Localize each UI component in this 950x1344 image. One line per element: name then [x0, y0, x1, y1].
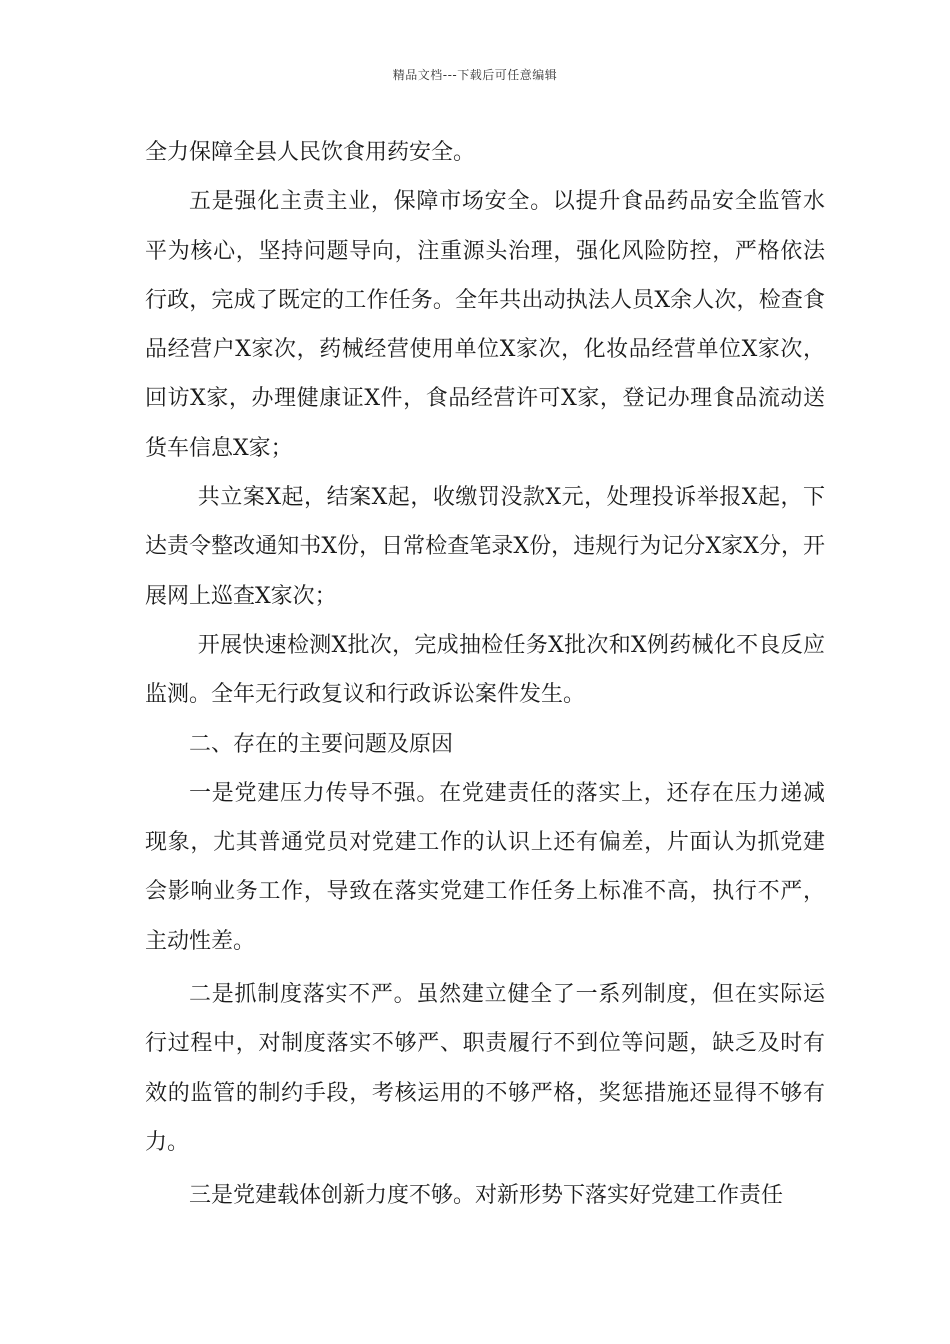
paragraph-cases: 共立案X起，结案X起，收缴罚没款X元，处理投诉举报X起，下达责令整改通知书X份，日常检查笔录X份，违规行为记分X家X分，开展网上巡查X家次； [145, 485, 825, 609]
page-header: 精品文档---下载后可任意编辑 [392, 68, 558, 82]
paragraph-problem-1: 一是党建压力传导不强。在党建责任的落实上，还存在压力递减现象，尤其普通党员对党建工作的认识上还有偏差，片面认为抓党建会影响业务工作，导致在落实党建工作任务上标准不高，执行不严，主动性差。 [145, 780, 825, 954]
section-heading-problems: 二、存在的主要问题及原因 [189, 731, 454, 757]
paragraph-problem-3: 三是党建载体创新力度不够。对新形势下落实好党建工作责任 [189, 1183, 784, 1209]
paragraph-continuation: 全力保障全县人民饮食用药安全。 [145, 140, 476, 165]
paragraph-problem-2: 二是抓制度落实不严。虽然建立健全了一系列制度，但在实际运行过程中，对制度落实不够严、职责履行不到位等问题，缺乏及时有效的监管的制约手段，考核运用的不够严格，奖惩措施还显得不够有力。 [145, 982, 825, 1155]
document-body [145, 128, 825, 1221]
paragraph-market-safety: 五是强化主责主业，保障市场安全。以提升食品药品安全监管水平为核心，坚持问题导向，注重源头治理，强化风险防控，严格依法行政，完成了既定的工作任务。全年共出动执法人员X余人次，检查食品经营户X家次，药械经营使用单位X家次，化妆品经营单位X家次，回访X家，办理健康证X件，食品经营许可X家，登记办理食品流动送货车信息X家； [145, 189, 825, 461]
paragraph-testing: 开展快速检测X批次，完成抽检任务X批次和X例药械化不良反应监测。全年无行政复议和行政诉讼案件发生。 [145, 632, 825, 708]
